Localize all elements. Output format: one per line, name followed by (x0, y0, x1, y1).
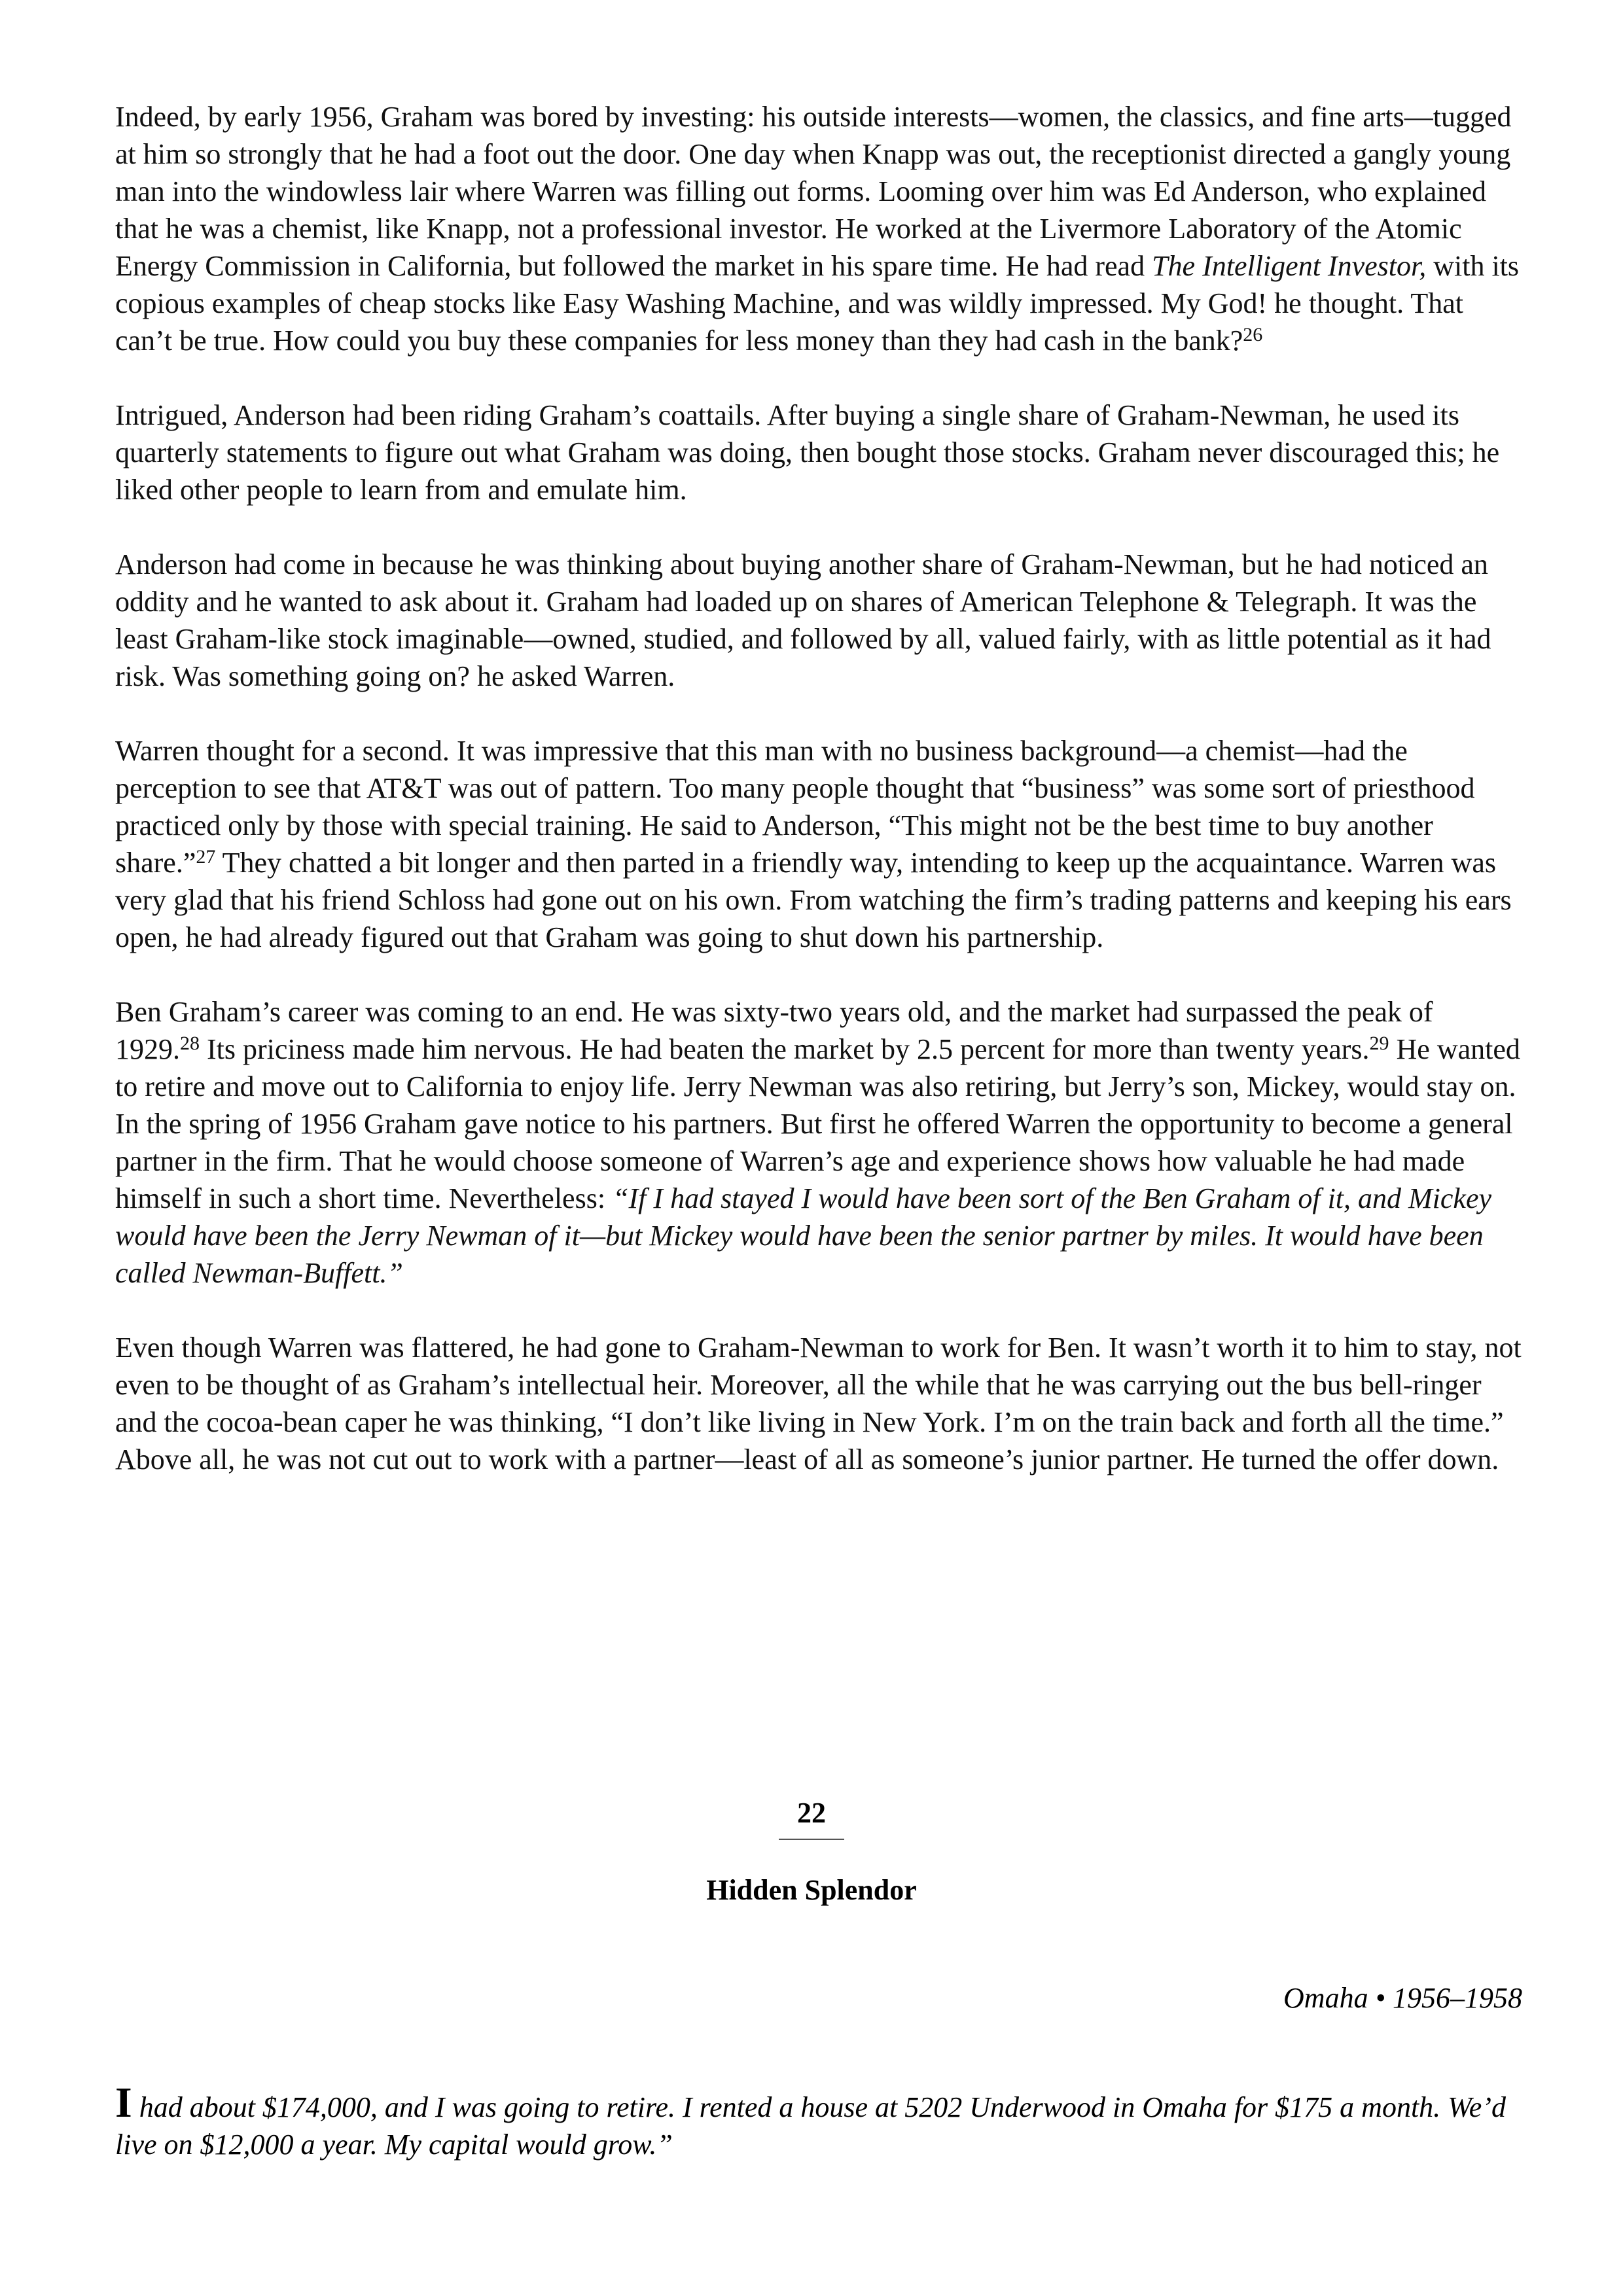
book-title: The Intelligent Investor, (1152, 250, 1427, 282)
paragraph-1-text-a: Indeed, by early 1956, Graham was bored by investing: his outside interests—women, the classics, and fine arts—tugged at him so strongly that he had a foot out the door. One day when Knapp was out, the receptionist directed a gangly young man into the windowless lair where Warren was filling out forms. Looming over him was Ed Anderson, who explained that he was a chemist, like Knapp, not a professional investor. He worked at the Livermore Laboratory of the Atomic Energy Commission in California, but followed the market in his spare time. He had read (115, 101, 1512, 282)
paragraph-5 (115, 993, 1522, 1292)
paragraph-6: Even though Warren was flattered, he had gone to Graham-Newman to work for Ben. It wasn’t worth it to him to stay, not even to be thought of as Graham’s intellectual heir. Moreover, all the while that he was carrying out the bus bell-ringer and the cocoa-bean caper he was thinking, “I don’t like living in New York. I’m on the train back and forth all the time.” Above all, he was not cut out to work with a partner—least of all as someone’s junior partner. He turned the offer down. (115, 1332, 1522, 1475)
buffett-quote: “If I had stayed I would have been sort of the Ben Graham of it, and Mickey would have been the Jerry Newman of it—but Mickey would have been the senior partner by miles. It would have been called Newman-Buffett.” (115, 1182, 1492, 1289)
paragraph-3: Anderson had come in because he was thinking about buying another share of Graham-Newman, but he had noticed an oddity and he wanted to ask about it. Graham had loaded up on shares of American Telephone & Telegraph. It was the least Graham-like stock imaginable—owned, studied, and followed by all, valued fairly, with as little potential as it had risk. Was something going on? he asked Warren. (115, 548, 1491, 692)
paragraph-4-text-a: Warren thought for a second. It was impressive that this man with no business background—a chemist—had the perception to see that AT&T was out of pattern. Too many people thought that “business” was some sort of priesthood practiced only by those with special training. He said to Anderson, “This might not be the best time to buy another share.” (115, 735, 1475, 879)
drop-cap: I (115, 2079, 132, 2127)
paragraph-5-text-b: Its priciness made him nervous. He had beaten the market by 2.5 percent for more than twenty years. (200, 1033, 1370, 1065)
paragraph-5-text-a: Ben Graham’s career was coming to an end. He was sixty-two years old, and the market had surpassed the peak of 1929. (115, 996, 1433, 1065)
footnote-ref-26[interactable]: 26 (1243, 324, 1263, 345)
footnote-ref-27[interactable]: 27 (196, 846, 216, 868)
chapter-number-rule (779, 1839, 844, 1840)
epigraph-text: had about $174,000, and I was going to retire. I rented a house at 5202 Underwood in Omaha for $175 a month. We’d live on $12,000 a year. My capital would grow.” (115, 2091, 1506, 2161)
paragraph-5-text-c: He wanted to retire and move out to California to enjoy life. Jerry Newman was also retiring, but Jerry’s son, Mickey, would stay on. In the spring of 1956 Graham gave notice to his partners. But first he offered Warren the opportunity to become a general partner in the firm. That he would choose someone of Warren’s age and experience shows how valuable he had made himself in such a short time. Nevertheless: (115, 1033, 1520, 1214)
paragraph-2: Intrigued, Anderson had been riding Graham’s coattails. After buying a single share of Graham-Newman, he used its quarterly statements to figure out what Graham was doing, then bought those stocks. Graham never discouraged this; he liked other people to learn from and emulate him. (115, 399, 1500, 506)
paragraph-1 (115, 98, 1522, 359)
chapter-number: 22 (797, 1797, 826, 1829)
paragraph-4-text-b: They chatted a bit longer and then parted in a friendly way, intending to keep up the acquaintance. Warren was very glad that his friend Schloss had gone out on his own. From watching the firm’s trading patterns and keeping his ears open, he had already figured out that Graham was going to shut down his partnership. (115, 847, 1512, 953)
paragraph-1-text-b: with its copious examples of cheap stocks like Easy Washing Machine, and was wildly impressed. My God! he thought. That can’t be true. How could you buy these companies for less money than they had cash in the bank? (115, 250, 1520, 357)
chapter-epigraph (115, 2079, 1522, 2163)
chapter-title: Hidden Splendor (706, 1874, 917, 1906)
chapter-dateline: Omaha • 1956–1958 (1283, 1982, 1522, 2014)
page-body (115, 98, 1522, 1478)
paragraph-4 (115, 732, 1522, 956)
footnote-ref-28[interactable]: 28 (180, 1033, 200, 1054)
footnote-ref-29[interactable]: 29 (1369, 1033, 1389, 1054)
